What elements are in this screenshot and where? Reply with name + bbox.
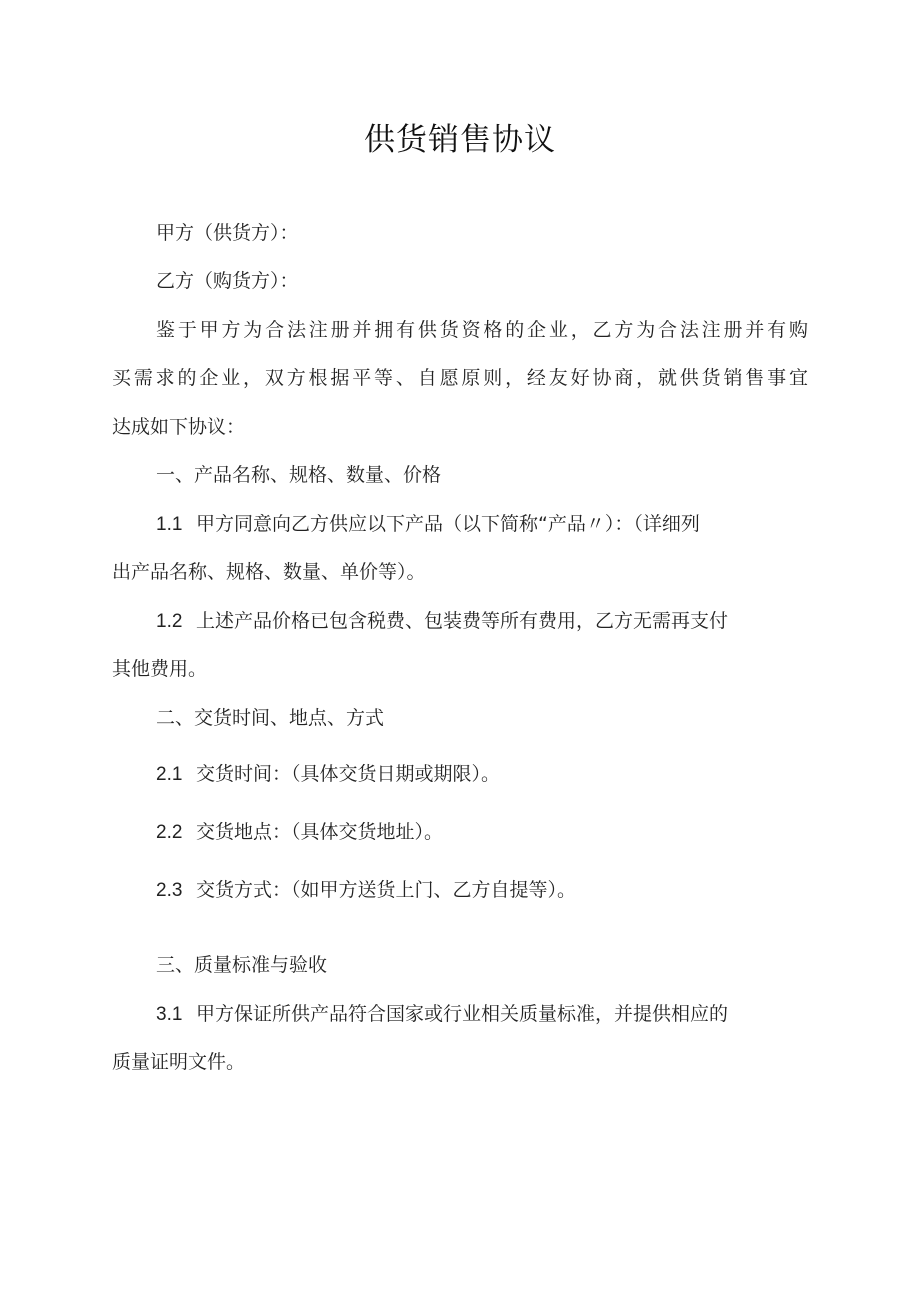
preamble-line-1: 鉴于甲方为合法注册并拥有供货资格的企业，乙方为合法注册并有购 [156,319,808,341]
clause-text: 交货方式：（如甲方送货上门、乙方自提等）。 [196,879,577,901]
document-title: 供货销售协议 [364,122,556,158]
clause-3-1 [156,1000,808,1029]
section-2-heading: 二、交货时间、地点、方式 [156,707,385,729]
clause-number: 1.2 [156,611,183,632]
clause-number: 2.2 [156,822,183,843]
clause-number: 2.3 [156,880,183,901]
clause-number: 3.1 [156,1004,183,1025]
clause-1-2-continuation: 其他费用。 [112,658,208,680]
preamble-line-3: 达成如下协议： [112,416,246,438]
clause-text: 交货时间：（具体交货日期或期限）。 [196,763,501,785]
clause-1-1-continuation: 出产品名称、规格、数量、单价等）。 [112,561,426,583]
clause-1-2 [156,607,808,636]
clause-2-3 [156,876,808,905]
section-3-heading: 三、质量标准与验收 [156,954,328,976]
clause-1-1 [156,510,808,539]
clause-text: 交货地点：（具体交货地址）。 [196,821,444,843]
preamble-line-2: 买需求的企业，双方根据平等、自愿原则，经友好协商，就供货销售事宜 [112,367,808,389]
party-b-line: 乙方（购货方）： [156,270,299,292]
clause-text: 甲方同意向乙方供应以下产品（以下简称“产品〃）：（详细列 [196,513,700,535]
party-a-line: 甲方（供货方）： [156,222,299,244]
clause-text: 甲方保证所供产品符合国家或行业相关质量标准，并提供相应的 [196,1003,729,1025]
clause-number: 1.1 [156,514,183,535]
clause-2-1 [156,760,808,789]
clause-2-2 [156,818,808,847]
clause-text: 上述产品价格已包含税费、包装费等所有费用，乙方无需再支付 [196,610,729,632]
section-1-heading: 一、产品名称、规格、数量、价格 [156,464,442,486]
clause-number: 2.1 [156,764,183,785]
clause-3-1-continuation: 质量证明文件。 [112,1051,246,1073]
